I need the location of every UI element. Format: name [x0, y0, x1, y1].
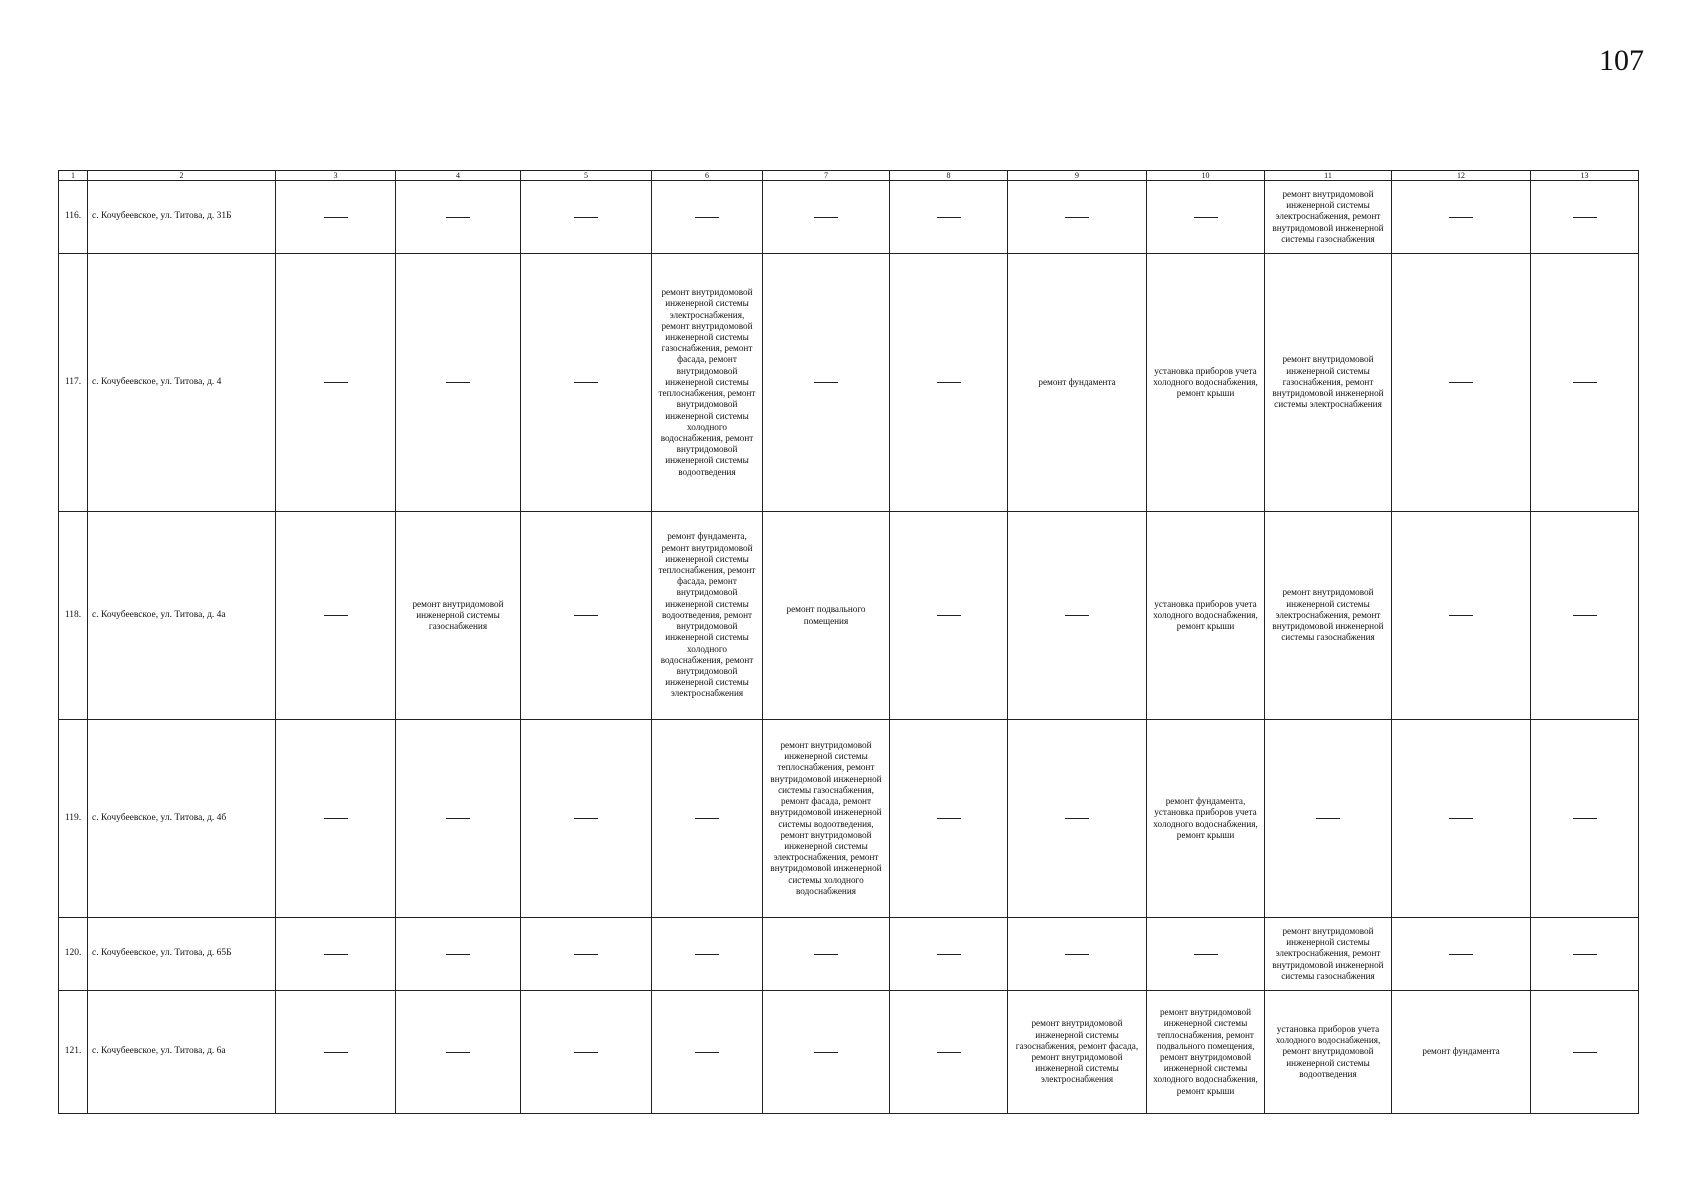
table-cell — [521, 720, 652, 918]
address-cell: с. Кочубеевское, ул. Титова, д. 6а — [88, 991, 276, 1114]
table-cell — [1008, 181, 1147, 254]
empty-dash — [446, 382, 470, 383]
table-cell: ремонт внутридомовой инженерной системы теплоснабжения, ремонт внутридомовой инженерной системы газоснабжения, ремонт фасада, ремонт внутридомовой инженерной системы водоотведения, ремонт внутридомовой инженерной системы электроснабжения, ремонт внутридомовой инженерной системы холодного водоснабжения — [763, 720, 890, 918]
empty-dash — [1449, 382, 1473, 383]
empty-dash — [814, 954, 838, 955]
table-cell — [1392, 720, 1531, 918]
empty-dash — [1573, 954, 1597, 955]
table-cell — [890, 254, 1008, 512]
column-header: 8 — [890, 171, 1008, 181]
empty-dash — [937, 954, 961, 955]
empty-dash — [574, 954, 598, 955]
empty-dash — [1573, 382, 1597, 383]
empty-dash — [574, 1052, 598, 1053]
table-cell — [276, 181, 396, 254]
table-cell — [276, 512, 396, 720]
table-cell: ремонт фундамента, установка приборов учета холодного водоснабжения, ремонт крыши — [1147, 720, 1265, 918]
table-cell — [396, 181, 521, 254]
address-cell: с. Кочубеевское, ул. Титова, д. 4а — [88, 512, 276, 720]
table-cell: ремонт внутридомовой инженерной системы электроснабжения, ремонт внутридомовой инженерной системы газоснабжения — [1265, 918, 1392, 991]
table-cell — [763, 254, 890, 512]
empty-dash — [1449, 954, 1473, 955]
empty-dash — [937, 818, 961, 819]
empty-dash — [937, 1052, 961, 1053]
page-number: 107 — [1599, 44, 1644, 77]
table-cell: установка приборов учета холодного водоснабжения, ремонт крыши — [1147, 512, 1265, 720]
table-cell — [652, 918, 763, 991]
table-cell — [890, 918, 1008, 991]
table-cell — [1531, 512, 1639, 720]
table-row — [59, 181, 1639, 254]
empty-dash — [1573, 217, 1597, 218]
empty-dash — [1065, 954, 1089, 955]
table-cell — [1531, 181, 1639, 254]
table-cell: установка приборов учета холодного водоснабжения, ремонт внутридомовой инженерной системы водоотведения — [1265, 991, 1392, 1114]
table-cell — [276, 918, 396, 991]
table-cell — [652, 181, 763, 254]
column-header: 2 — [88, 171, 276, 181]
table-cell: установка приборов учета холодного водоснабжения, ремонт крыши — [1147, 254, 1265, 512]
empty-dash — [1573, 818, 1597, 819]
empty-dash — [1316, 818, 1340, 819]
table-cell — [890, 720, 1008, 918]
column-header: 11 — [1265, 171, 1392, 181]
repair-schedule-table — [58, 170, 1639, 1114]
empty-dash — [446, 818, 470, 819]
table-cell — [521, 918, 652, 991]
empty-dash — [324, 615, 348, 616]
table-cell — [521, 181, 652, 254]
row-number: 121. — [59, 991, 88, 1114]
table-cell — [652, 720, 763, 918]
table-row — [59, 254, 1639, 512]
table-cell — [1531, 720, 1639, 918]
empty-dash — [1449, 615, 1473, 616]
empty-dash — [324, 818, 348, 819]
table-cell — [652, 991, 763, 1114]
table-cell: ремонт внутридомовой инженерной системы газоснабжения — [396, 512, 521, 720]
table-cell — [1392, 918, 1531, 991]
empty-dash — [1065, 818, 1089, 819]
row-number: 118. — [59, 512, 88, 720]
table-cell — [1147, 181, 1265, 254]
row-number: 117. — [59, 254, 88, 512]
column-header: 12 — [1392, 171, 1531, 181]
column-header: 5 — [521, 171, 652, 181]
table-cell — [763, 991, 890, 1114]
table-row — [59, 720, 1639, 918]
empty-dash — [1573, 1052, 1597, 1053]
table-cell — [276, 254, 396, 512]
empty-dash — [574, 217, 598, 218]
table-cell — [763, 181, 890, 254]
address-cell: с. Кочубеевское, ул. Титова, д. 4 — [88, 254, 276, 512]
empty-dash — [937, 217, 961, 218]
row-number: 116. — [59, 181, 88, 254]
table-cell — [396, 918, 521, 991]
table-cell — [1147, 918, 1265, 991]
table-row — [59, 918, 1639, 991]
table-cell — [396, 991, 521, 1114]
table-cell — [521, 991, 652, 1114]
column-header: 7 — [763, 171, 890, 181]
empty-dash — [1065, 217, 1089, 218]
table-cell — [276, 720, 396, 918]
table-cell: ремонт фундамента, ремонт внутридомовой инженерной системы теплоснабжения, ремонт фасада, ремонт внутридомовой инженерной системы водоотведения, ремонт внутридомовой инженерной системы холодного водоснабжения, ремонт внутридомовой инженерной системы электроснабжения — [652, 512, 763, 720]
table-cell — [763, 918, 890, 991]
table-cell: ремонт внутридомовой инженерной системы электроснабжения, ремонт внутридомовой инженерной системы газоснабжения — [1265, 181, 1392, 254]
table-cell: ремонт внутридомовой инженерной системы теплоснабжения, ремонт подвального помещения, ремонт внутридомовой инженерной системы холодного водоснабжения, ремонт крыши — [1147, 991, 1265, 1114]
column-header: 4 — [396, 171, 521, 181]
empty-dash — [446, 1052, 470, 1053]
row-number: 120. — [59, 918, 88, 991]
table-cell — [276, 991, 396, 1114]
table-cell — [890, 512, 1008, 720]
table-cell — [1392, 512, 1531, 720]
table-cell — [521, 254, 652, 512]
table-cell: ремонт внутридомовой инженерной системы электроснабжения, ремонт внутридомовой инженерной системы газоснабжения — [1265, 512, 1392, 720]
table-cell — [521, 512, 652, 720]
empty-dash — [695, 217, 719, 218]
column-number-row — [59, 171, 1639, 181]
empty-dash — [446, 217, 470, 218]
table-cell — [1008, 512, 1147, 720]
empty-dash — [1573, 615, 1597, 616]
table-cell — [1531, 918, 1639, 991]
table-cell: ремонт внутридомовой инженерной системы газоснабжения, ремонт внутридомовой инженерной системы электроснабжения — [1265, 254, 1392, 512]
empty-dash — [1194, 217, 1218, 218]
empty-dash — [695, 818, 719, 819]
empty-dash — [937, 382, 961, 383]
empty-dash — [695, 1052, 719, 1053]
table-row — [59, 512, 1639, 720]
empty-dash — [574, 818, 598, 819]
address-cell: с. Кочубеевское, ул. Титова, д. 31Б — [88, 181, 276, 254]
table-row — [59, 991, 1639, 1114]
column-header: 9 — [1008, 171, 1147, 181]
table-cell: ремонт фундамента — [1008, 254, 1147, 512]
table-cell — [1265, 720, 1392, 918]
table-cell: ремонт внутридомовой инженерной системы газоснабжения, ремонт фасада, ремонт внутридомовой инженерной системы электроснабжения — [1008, 991, 1147, 1114]
empty-dash — [814, 1052, 838, 1053]
column-header: 10 — [1147, 171, 1265, 181]
table-cell: ремонт фундамента — [1392, 991, 1531, 1114]
empty-dash — [446, 954, 470, 955]
column-header: 3 — [276, 171, 396, 181]
row-number: 119. — [59, 720, 88, 918]
address-cell: с. Кочубеевское, ул. Титова, д. 65Б — [88, 918, 276, 991]
empty-dash — [324, 954, 348, 955]
table-cell — [396, 254, 521, 512]
address-cell: с. Кочубеевское, ул. Титова, д. 4б — [88, 720, 276, 918]
column-header: 1 — [59, 171, 88, 181]
empty-dash — [814, 217, 838, 218]
empty-dash — [814, 382, 838, 383]
empty-dash — [324, 1052, 348, 1053]
empty-dash — [937, 615, 961, 616]
table-cell: ремонт подвального помещения — [763, 512, 890, 720]
table-cell — [1392, 181, 1531, 254]
empty-dash — [1449, 818, 1473, 819]
empty-dash — [1065, 615, 1089, 616]
empty-dash — [574, 615, 598, 616]
empty-dash — [1194, 954, 1218, 955]
empty-dash — [324, 382, 348, 383]
table-cell: ремонт внутридомовой инженерной системы электроснабжения, ремонт внутридомовой инженерной системы газоснабжения, ремонт фасада, ремонт внутридомовой инженерной системы теплоснабжения, ремонт внутридомовой инженерной системы холодного водоснабжения, ремонт внутридомовой инженерной системы водоотведения — [652, 254, 763, 512]
empty-dash — [1449, 217, 1473, 218]
table-cell — [1008, 720, 1147, 918]
table-cell — [890, 181, 1008, 254]
table-cell — [396, 720, 521, 918]
empty-dash — [695, 954, 719, 955]
column-header: 6 — [652, 171, 763, 181]
empty-dash — [324, 217, 348, 218]
table-cell — [1531, 254, 1639, 512]
empty-dash — [574, 382, 598, 383]
table-cell — [1008, 918, 1147, 991]
table-cell — [890, 991, 1008, 1114]
column-header: 13 — [1531, 171, 1639, 181]
table-cell — [1392, 254, 1531, 512]
table-cell — [1531, 991, 1639, 1114]
